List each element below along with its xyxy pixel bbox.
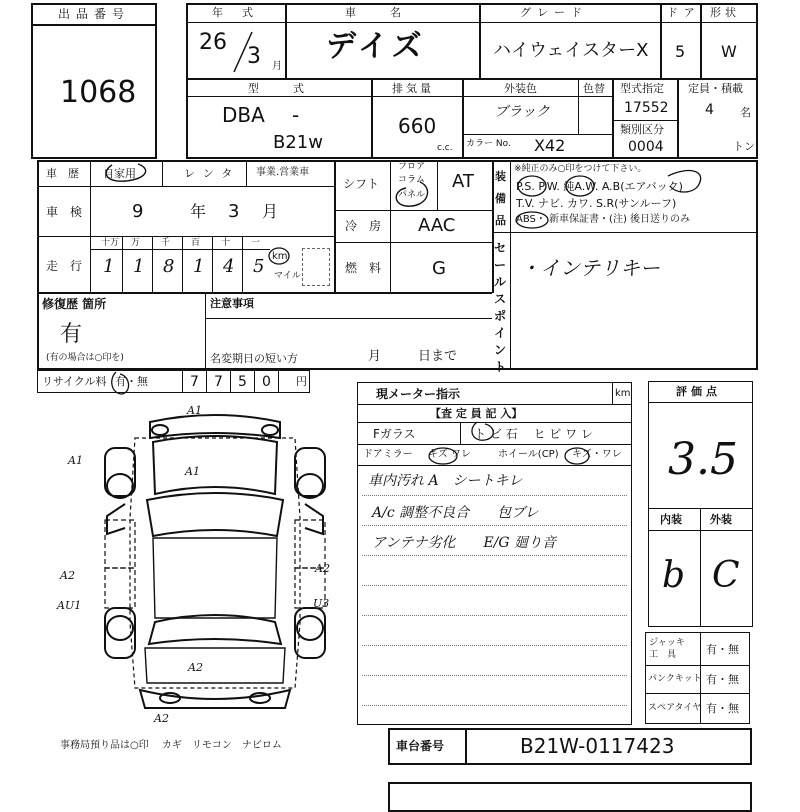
inspector-title: 【査 定 員 記 入】	[430, 407, 523, 420]
fuel-type: G	[432, 258, 446, 279]
exterior-color: ブラック	[494, 104, 550, 120]
capacity: 4	[705, 102, 714, 118]
recycle-digit: 7	[214, 374, 223, 390]
equipment-line-1: P.S. P.W. 純A.W. A.B(エアバック)	[516, 180, 683, 193]
inspector-circles	[357, 420, 632, 470]
history-private: 自家用	[103, 167, 136, 180]
bottom-partial-box	[388, 782, 752, 812]
type-spec: 17552	[624, 100, 669, 116]
displacement-unit: c.c.	[437, 143, 453, 153]
odometer-place-label: 百	[191, 238, 201, 248]
inspector-note-3: アンテナ劣化 E/G 廻り音	[372, 535, 557, 551]
chassis-label: 車台番号	[396, 739, 445, 753]
load-unit: トン	[733, 140, 755, 153]
odometer-digit: 5	[253, 256, 265, 277]
history-private-circle	[98, 161, 158, 187]
name-change-label: 名変期日の短い方	[210, 352, 298, 365]
shift-panel-circle	[390, 180, 434, 210]
lot-number-label: 出品番号	[58, 7, 131, 21]
tool-spare-value: 有・無	[706, 702, 739, 715]
glass-items: ト ビ 石 ヒ ビ ワ レ	[474, 427, 593, 441]
model-month: 3	[247, 44, 261, 69]
year-slash	[222, 26, 262, 76]
interior-grade: b	[662, 555, 686, 596]
tool-jack-value: 有・無	[706, 643, 739, 656]
inspection-label: 車 検	[46, 205, 83, 219]
recycle-label: リサイクル料	[42, 375, 107, 388]
recycle-choice: 有・無	[115, 375, 148, 388]
type-spec-label: 型式指定	[620, 82, 664, 95]
model-dash: -	[292, 103, 300, 127]
meter-label: 現メーター指示	[376, 387, 461, 401]
displacement-label: 排気量	[392, 82, 434, 95]
odometer-place-label: 千	[161, 238, 171, 248]
evaluation-label: 評価点	[676, 385, 721, 398]
vehicle-header-box	[186, 3, 758, 159]
grade: ハイウェイスターX	[493, 40, 649, 61]
repair-label: 修復歴 箇所	[42, 297, 107, 311]
damage-mark-right-door: A2	[315, 562, 330, 575]
odometer-place-label: 一	[251, 238, 261, 248]
odometer-place-label: 十万	[101, 238, 120, 248]
recycle-digit: 0	[262, 374, 271, 390]
tool-spare-label: スペアタイヤ	[648, 703, 702, 713]
mileage-km-circle	[268, 247, 290, 265]
recycle-unit: 円	[296, 375, 307, 388]
doors: 5	[675, 42, 686, 61]
equipment-circles	[508, 160, 748, 230]
lot-number: 1068	[60, 75, 137, 110]
equipment-line-3: ABS・ 新車保証書・(注) 後日送りのみ	[516, 214, 691, 225]
odometer-place-label: 万	[131, 238, 141, 248]
recycle-digit: 7	[190, 374, 199, 390]
exterior-label: 外装	[710, 513, 732, 526]
damage-mark-rear-bumper: A2	[154, 712, 169, 725]
odometer-digit: 1	[133, 256, 145, 277]
evaluation-score: 3.5	[668, 434, 738, 485]
damage-mark-left-door: A2	[60, 569, 75, 582]
color-change-label: 色替	[583, 82, 605, 95]
model-month-unit: 月	[272, 61, 282, 72]
fuel-label: 燃 料	[345, 261, 382, 275]
glass-label: Fガラス	[373, 427, 416, 441]
equipment-label: 装 備 品	[495, 170, 506, 227]
inspector-note-2: A/c 調整不良合 包ブレ	[372, 505, 539, 521]
mirror-items: キズ ワレ	[428, 449, 471, 460]
doors-label: ドア	[667, 6, 701, 19]
model-year: 26	[199, 30, 227, 55]
history-label: 車 歴	[46, 167, 79, 180]
tool-puncture-value: 有・無	[706, 673, 739, 686]
odometer-digit: 8	[163, 256, 175, 277]
inspection-month: 3	[228, 201, 240, 222]
interior-label: 内装	[660, 513, 682, 526]
odometer-digit: 4	[223, 256, 235, 277]
capacity-label: 定員・積載	[688, 82, 743, 95]
damage-mark-left-front: A1	[68, 454, 83, 467]
wheel-label: ホイール(CP)	[498, 449, 559, 460]
odometer-digit: 1	[103, 256, 115, 277]
name-change-day: 日まで	[418, 349, 458, 364]
shift-panel: パネル	[398, 190, 426, 200]
mileage-km: km	[272, 251, 288, 262]
category: 0004	[628, 139, 664, 155]
model-code-label: 型 式	[248, 82, 308, 95]
tool-jack-label: ジャッキ 工 具	[649, 638, 685, 660]
equipment-note: ※純正のみ○印をつけて下さい。	[514, 164, 647, 174]
mileage-mile: マイル	[274, 271, 301, 281]
recycle-digit: 5	[238, 374, 247, 390]
equipment-line-2: T.V. ナビ. カワ. S.R(サンルーフ)	[516, 197, 677, 210]
recycle-circle	[108, 368, 138, 398]
meter-unit: km	[615, 388, 631, 399]
exterior-color-label: 外装色	[504, 82, 537, 95]
inspector-note-1: 車内汚れ A シートキレ	[368, 473, 523, 489]
shift-floor: フロア	[398, 162, 426, 172]
damage-mark-front-bumper: A1	[187, 404, 202, 417]
car-name: デイズ	[326, 29, 426, 64]
car-name-label: 車 名	[345, 6, 405, 19]
color-number: X42	[534, 136, 566, 155]
history-business: 事業.営業車	[256, 167, 310, 178]
capacity-unit: 名	[740, 106, 751, 119]
history-rental: レンタ	[184, 167, 241, 180]
displacement: 660	[398, 114, 437, 138]
mileage-label: 走 行	[46, 259, 83, 273]
mirror-label: ドアミラー	[363, 449, 413, 460]
shift-type: AT	[452, 171, 474, 192]
damage-mark-left-rear: AU1	[57, 599, 82, 612]
color-number-label: カラー No.	[466, 139, 511, 149]
grade-label: グレード	[520, 6, 588, 19]
car-damage-diagram	[95, 408, 335, 738]
repair-value: 有	[60, 322, 83, 347]
chassis-number: B21W-0117423	[520, 734, 675, 758]
inspection-month-unit: 月	[262, 202, 279, 221]
inspection-year: 9	[132, 201, 144, 222]
damage-mark-hood: A1	[185, 465, 200, 478]
shift-label: シフト	[343, 177, 380, 191]
name-change-month: 月	[368, 349, 382, 364]
model-prefix: DBA	[222, 103, 265, 127]
diagram-footer: 事務局預り品は○印 カギ リモコン ナビロム	[60, 740, 282, 751]
exterior-grade: C	[712, 555, 740, 596]
repair-note: (有の場合は○印を)	[46, 353, 124, 363]
category-label: 類別区分	[620, 123, 664, 136]
ac-type: AAC	[418, 215, 456, 236]
shift-column: コラム	[398, 175, 425, 185]
damage-mark-trunk: A2	[188, 661, 203, 674]
ac-label: 冷 房	[345, 219, 382, 233]
wheel-items: キズ・ワレ	[572, 449, 622, 460]
sales-point-label: セ ー ル ス ポ イ ン ト	[494, 241, 507, 374]
odometer-place-label: 十	[221, 238, 231, 248]
caution-label: 注意事項	[210, 297, 254, 310]
year-label: 年 式	[212, 6, 257, 19]
tool-puncture-label: パンクキット	[648, 674, 702, 684]
inspection-year-unit: 年	[190, 202, 207, 221]
damage-mark-right-rear: U3	[313, 597, 330, 610]
body-shape: W	[721, 42, 737, 61]
model-code: B21w	[273, 132, 323, 153]
sales-point-text: ・インテリキー	[520, 256, 660, 280]
shape-label: 形状	[710, 6, 740, 19]
odometer-digit: 1	[193, 256, 205, 277]
